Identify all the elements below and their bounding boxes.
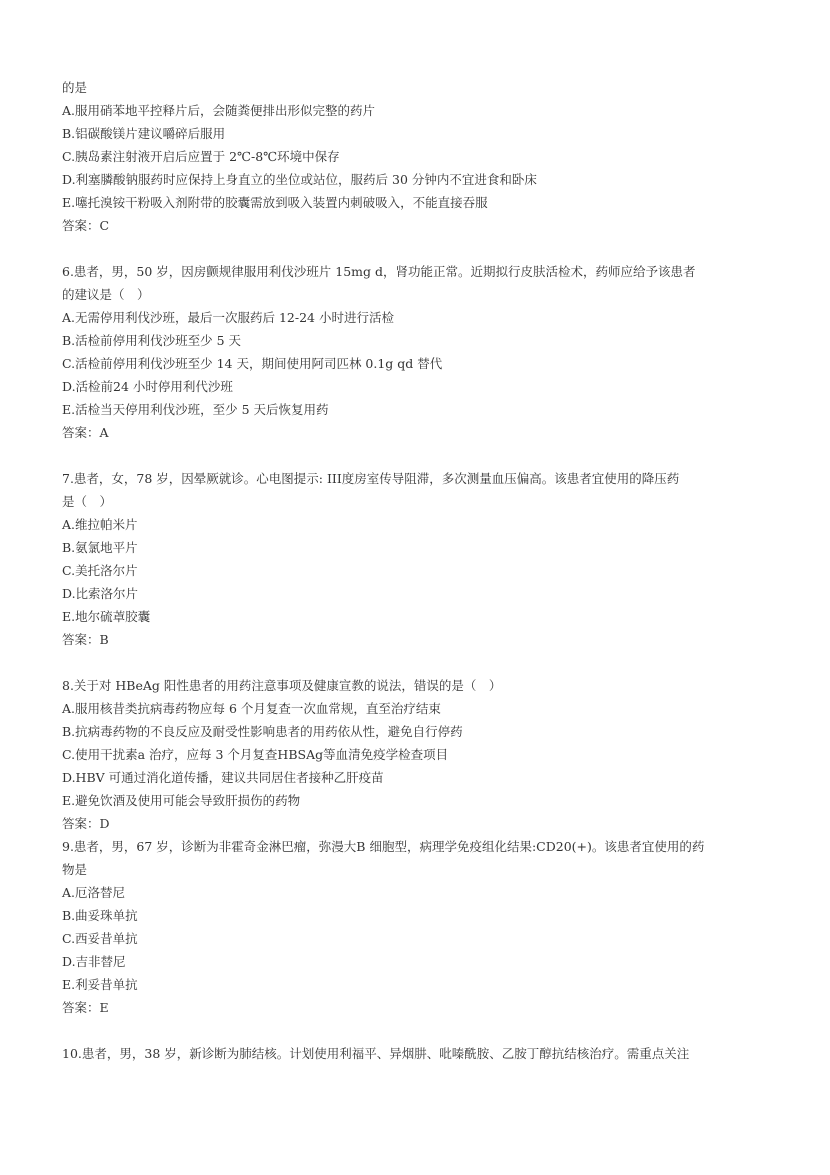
answer: 答案：B [62,632,109,647]
option-d: D.吉非替尼 [62,954,126,969]
question-stem: 8.关于对 HBeAg 阳性患者的用药注意事项及健康宣教的说法，错误的是（ ） [62,678,502,693]
document-page [62,76,792,1065]
question-stem: 的是 [62,80,88,95]
option-e: E.避免饮酒及使用可能会导致肝损伤的药物 [62,793,301,808]
option-a: A.无需停用利伐沙班，最后一次服药后 12-24 小时进行活检 [62,310,394,325]
question-stem: 10.患者，男，38 岁，新诊断为肺结核。计划使用利福平、异烟肼、吡嗪酰胺、乙胺丁醇抗结核治疗。需重点关注 [62,1046,690,1061]
option-c: C.活检前停用利伐沙班至少 14 天，期间使用阿司匹林 0.1g qd 替代 [62,356,443,371]
answer: 答案：D [62,816,110,831]
option-b: B.抗病毒药物的不良反应及耐受性影响患者的用药依从性，避免自行停药 [62,724,463,739]
question-7 [62,467,792,651]
option-d: D.活检前24 小时停用利代沙班 [62,379,233,394]
option-b: B.铝碳酸镁片建议嚼碎后服用 [62,126,226,141]
question-stem-continued: 的建议是（ ） [62,287,150,302]
option-c: C.使用干扰素a 治疗，应每 3 个月复查HBSAg等血清免疫学检查项目 [62,747,449,762]
option-b: B.曲妥珠单抗 [62,908,138,923]
question-stem: 7.患者，女，78 岁，因晕厥就诊。心电图提示: III度房室传导阻滞，多次测量血压偏高。该患者宜使用的降压药 [62,471,680,486]
option-e: E.利妥昔单抗 [62,977,138,992]
option-e: E.地尔硫䓬胶囊 [62,609,151,624]
option-b: B.氨氯地平片 [62,540,138,555]
question-stem: 6.患者，男，50 岁，因房颤规律服用利伐沙班片 15mg d，肾功能正常。近期拟行皮肤活检术，药师应给予该患者 [62,264,696,279]
question-stem: 9.患者，男，67 岁，诊断为非霍奇金淋巴瘤，弥漫大B 细胞型，病理学免疫组化结果:CD20(+)。该患者宜使用的药 [62,839,705,854]
option-a: A.服用核昔类抗病毒药物应每 6 个月复查一次血常规，直至治疗结束 [62,701,441,716]
option-e: E.活检当天停用利伐沙班，至少 5 天后恢复用药 [62,402,329,417]
option-c: C.胰岛素注射液开启后应置于 2℃-8℃环境中保存 [62,149,340,164]
spacer [62,444,792,467]
option-b: B.活检前停用利伐沙班至少 5 天 [62,333,242,348]
question-9 [62,835,792,1019]
question-5 [62,76,792,237]
option-a: A.服用硝苯地平控释片后，会随粪便排出形似完整的药片 [62,103,376,118]
option-a: A.维拉帕米片 [62,517,138,532]
question-8 [62,674,792,835]
spacer [62,1019,792,1042]
question-6 [62,260,792,444]
spacer [62,237,792,260]
answer: 答案：E [62,1000,109,1015]
answer: 答案：A [62,425,109,440]
option-d: D.利塞膦酸钠服药时应保持上身直立的坐位或站位，服药后 30 分钟内不宜进食和卧床 [62,172,537,187]
spacer [62,651,792,674]
option-d: D.比索洛尔片 [62,586,139,601]
question-10 [62,1042,792,1065]
option-c: C.美托洛尔片 [62,563,138,578]
answer: 答案：C [62,218,110,233]
option-c: C.西妥昔单抗 [62,931,138,946]
option-d: D.HBV 可通过消化道传播，建议共同居住者接种乙肝疫苗 [62,770,384,785]
question-stem-continued: 是（ ） [62,494,113,509]
option-a: A.厄洛替尼 [62,885,126,900]
question-stem-continued: 物是 [62,862,88,877]
option-e: E.噻托溴铵干粉吸入剂附带的胶囊需放到吸入装置内刺破吸入，不能直接吞服 [62,195,488,210]
